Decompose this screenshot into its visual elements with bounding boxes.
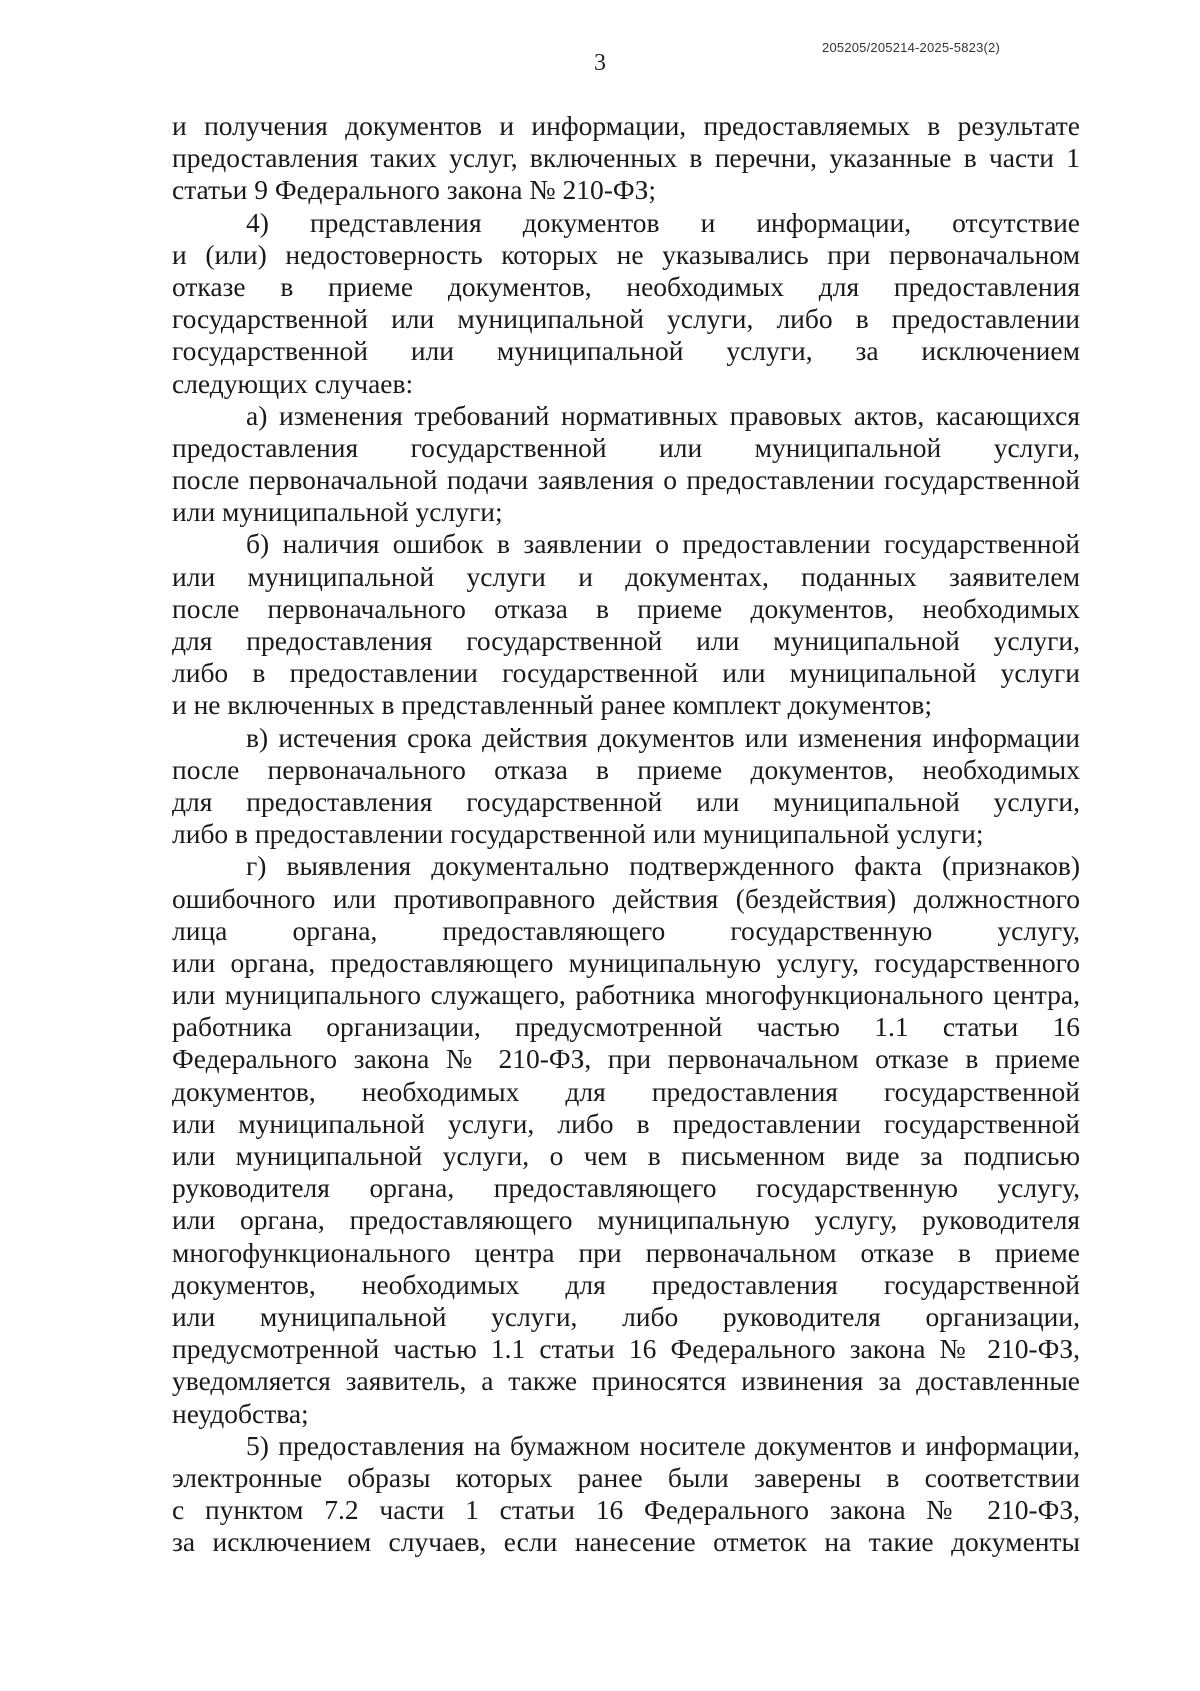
text-line: б) наличия ошибок в заявлении о предоставлении государственной	[246, 528, 1080, 560]
text-line: статьи 9 Федерального закона № 210-ФЗ;	[172, 174, 656, 206]
text-line: для предоставления государственной или муниципальной услуги,	[172, 785, 1080, 817]
text-line: в) истечения срока действия документов или изменения информации	[246, 721, 1080, 753]
text-line: уведомляется заявитель, а также приносятся извинения за доставленные	[172, 1365, 1080, 1397]
text-line: после первоначальной подачи заявления о предоставлении государственной	[172, 464, 1080, 496]
text-line: и (или) недостоверность которых не указывались при первоначальном	[172, 238, 1080, 270]
text-line: ошибочного или противоправного действия (бездействия) должностного	[172, 882, 1080, 914]
text-line: следующих случаев:	[172, 367, 414, 399]
text-line: а) изменения требований нормативных правовых актов, касающихся	[246, 399, 1080, 431]
text-line: с пунктом 7.2 части 1 статьи 16 Федерального закона № 210-ФЗ,	[172, 1494, 1080, 1526]
text-line: государственной или муниципальной услуги, либо в предоставлении	[172, 303, 1080, 335]
text-line: лица органа, предоставляющего государственную услугу,	[172, 914, 1080, 946]
text-line: Федерального закона № 210-ФЗ, при первоначальном отказе в приеме	[172, 1043, 1080, 1075]
text-line: 5) предоставления на бумажном носителе документов и информации,	[246, 1429, 1080, 1461]
text-line: или муниципальной услуги и документах, поданных заявителем	[172, 560, 1080, 592]
text-line: отказе в приеме документов, необходимых для предоставления	[172, 270, 1080, 302]
text-line: неудобства;	[172, 1397, 309, 1429]
text-line: после первоначального отказа в приеме документов, необходимых	[172, 753, 1080, 785]
text-line: и получения документов и информации, предоставляемых в результате	[172, 110, 1080, 141]
text-line: для предоставления государственной или муниципальной услуги,	[172, 625, 1080, 656]
text-line: или муниципальной услуги, либо руководителя организации,	[172, 1300, 1080, 1332]
text-line: или органа, предоставляющего муниципальную услугу, руководителя	[172, 1204, 1080, 1236]
document-registration-number: 205205/205214-2025-5823(2)	[822, 40, 1000, 55]
text-line: документов, необходимых для предоставления государственной	[172, 1268, 1080, 1300]
text-line: после первоначального отказа в приеме документов, необходимых	[172, 592, 1080, 624]
text-line: многофункционального центра при первоначальном отказе в приеме	[172, 1236, 1080, 1268]
text-line: или органа, предоставляющего муниципальную услугу, государственного	[172, 946, 1080, 978]
text-line: работника организации, предусмотренной частью 1.1 статьи 16	[172, 1011, 1080, 1043]
text-line: 4) представления документов и информации, отсутствие	[246, 206, 1080, 238]
text-line: или муниципальной услуги, либо в предоставлении государственной	[172, 1107, 1080, 1139]
text-line: предусмотренной частью 1.1 статьи 16 Федерального закона № 210-ФЗ,	[172, 1333, 1080, 1365]
text-line: или муниципального служащего, работника многофункционального центра,	[172, 979, 1080, 1011]
text-line: руководителя органа, предоставляющего государственную услугу,	[172, 1172, 1080, 1204]
text-line: государственной или муниципальной услуги, за исключением	[172, 335, 1080, 367]
document-body	[172, 110, 1080, 1558]
text-line: или муниципальной услуги;	[172, 496, 503, 528]
page-number: 3	[594, 50, 606, 76]
text-line: г) выявления документально подтвержденного факта (признаков)	[246, 850, 1080, 882]
text-line: электронные образы которых ранее были заверены в соответствии	[172, 1461, 1080, 1493]
text-line: либо в предоставлении государственной или муниципальной услуги;	[172, 818, 984, 850]
text-line: документов, необходимых для предоставления государственной	[172, 1075, 1080, 1107]
text-line: и не включенных в представленный ранее комплект документов;	[172, 689, 933, 721]
text-line: предоставления таких услуг, включенных в перечни, указанные в части 1	[172, 142, 1080, 174]
text-line: предоставления государственной или муниципальной услуги,	[172, 431, 1080, 463]
text-line: или муниципальной услуги, о чем в письменном виде за подписью	[172, 1140, 1080, 1171]
text-line: либо в предоставлении государственной или муниципальной услуги	[172, 657, 1080, 689]
text-line: за исключением случаев, если нанесение отметок на такие документы	[172, 1526, 1080, 1558]
